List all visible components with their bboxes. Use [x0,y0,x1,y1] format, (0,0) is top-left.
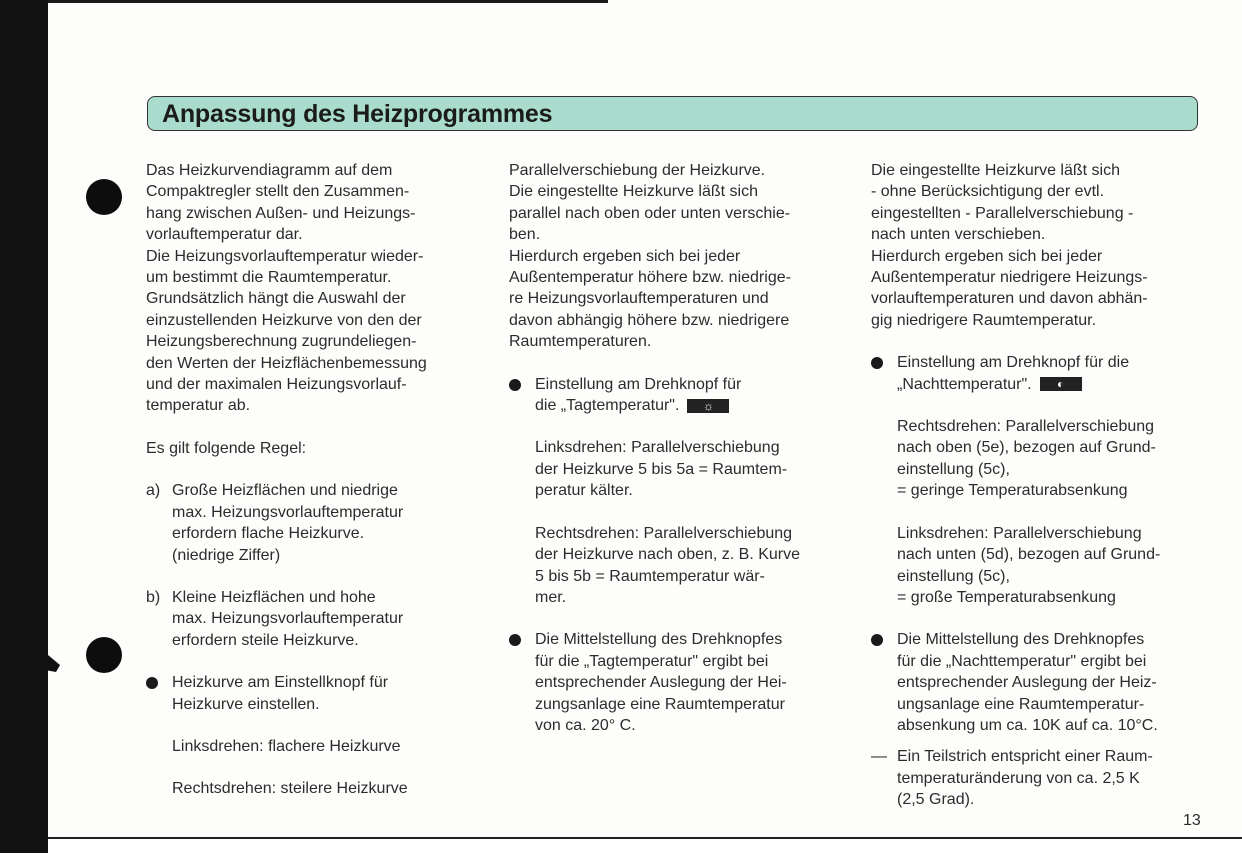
col3-intro-line: Die eingestellte Heizkurve läßt sich [871,162,1120,179]
rule-b [146,587,491,651]
rule-a-line: Große Heizflächen und niedrige [172,482,398,500]
rule-b-line: max. Heizungsvorlauftemperatur [172,610,404,628]
col1-intro-line: einzustellenden Heizkurve von den der [146,311,422,329]
bullet-line: von ca. 20° C. [535,716,636,734]
right-turn-line: = geringe Temperaturabsenkung [897,482,1128,500]
bullet-line: Heizkurve am Einstellknopf für [172,674,389,692]
col2-intro-line: re Heizungsvorlauftemperaturen und [509,290,769,308]
col1-intro-line: Die Heizungsvorlauftemperatur wieder- [146,247,424,265]
bullet-line: für die „Nachttemperatur" ergibt bei [897,652,1147,670]
right-turn-line: Rechtsdrehen: Parallelverschiebung [535,524,793,542]
dash-marker: — [871,748,887,766]
rule-heading: Es gilt folgende Regel: [146,439,307,457]
bullet-line: Die Mittelstellung des Drehknopfes [897,631,1145,649]
right-turn-line: einstellung (5c), [897,460,1010,478]
col1-intro-line: Compaktregler stellt den Zusammen- [146,183,410,201]
col2-intro-line: Raumtemperaturen. [509,333,652,351]
col1-intro-line: hang zwischen Außen- und Heizungs- [146,204,416,222]
heating-curve-bullet [146,672,491,715]
torn-edge-graphic [0,610,70,690]
col1-intro-line: und der maximalen Heizungsvorlauf- [146,376,407,394]
dash-line: (2,5 Grad). [897,791,975,809]
section-title-bar [147,96,1198,131]
col1-intro-line: um bestimmt die Raumtemperatur. [146,269,392,287]
col2-intro-line: Parallelverschiebung der Heizkurve. [509,162,766,179]
bullet-dot-icon [509,634,521,646]
right-turn-line: Rechtsdrehen: Parallelverschiebung [897,418,1155,436]
bullet-line: die „Tagtemperatur". [535,397,680,415]
col1-intro-line: Heizungsberechnung zugrundeliegen- [146,333,417,351]
bullet-line: Einstellung am Drehknopf für [535,375,742,393]
col2-intro-line: Die eingestellte Heizkurve läßt sich [509,183,758,201]
rule-a [146,480,491,566]
col2-intro-line: ben. [509,226,541,244]
col1-intro-line: den Werten der Heizflächenbemessung [146,354,427,372]
col2-intro-line: parallel nach oben oder unten verschie- [509,204,791,222]
left-turn-line: der Heizkurve 5 bis 5a = Raumtem- [535,460,788,478]
top-edge-line [48,0,608,3]
right-turn-line: 5 bis 5b = Raumtemperatur wär- [535,567,765,585]
col1-intro-line: vorlauftemperatur dar. [146,226,303,244]
bullet-dot-icon [146,677,158,689]
bullet-line: für die „Tagtemperatur" ergibt bei [535,652,769,670]
col1-intro-line: Grundsätzlich hängt die Auswahl der [146,290,406,308]
col2-intro-line: Außentemperatur höhere bzw. niedrige- [509,269,791,287]
left-turn-line: nach unten (5d), bezogen auf Grund- [897,546,1161,564]
page-number: 13 [1183,812,1201,829]
night-middle-position-bullet [871,629,1211,736]
column-3 [871,160,1211,811]
night-temperature-bullet [871,352,1211,395]
right-turn-text: Rechtsdrehen: steilere Heizkurve [172,780,408,798]
bullet-line: Heizkurve einstellen. [172,695,320,713]
rule-a-marker: a) [146,482,161,500]
rule-a-line: max. Heizungsvorlauftemperatur [172,503,404,521]
punch-hole-top [86,179,122,215]
col2-intro-line: Hierdurch ergeben sich bei jeder [509,247,741,265]
bullet-dot-icon [871,634,883,646]
left-turn-line: Linksdrehen: Parallelverschiebung [897,524,1142,542]
bottom-edge-line [48,837,1242,855]
col2-intro-line: davon abhängig höhere bzw. niedrigere [509,311,790,329]
left-turn-line: einstellung (5c), [897,567,1010,585]
tick-mark-note [871,746,1211,810]
left-turn-text: Linksdrehen: flachere Heizkurve [172,737,401,755]
sun-icon: ☼ [687,399,729,413]
dash-line: Ein Teilstrich entspricht einer Raum- [897,748,1153,766]
bullet-line: Einstellung am Drehknopf für die [897,354,1130,372]
bullet-dot-icon [871,357,883,369]
col1-intro-line: Das Heizkurvendiagramm auf dem [146,162,393,179]
bullet-line: ungsanlage eine Raumtemperatur- [897,695,1145,713]
column-2 [509,160,849,736]
bullet-line: Die Mittelstellung des Drehknopfes [535,631,783,649]
col3-intro-line: Hierdurch ergeben sich bei jeder [871,247,1103,265]
bullet-line: „Nachttemperatur". [897,375,1032,393]
left-turn-line: = große Temperaturabsenkung [897,588,1116,606]
left-turn-line: Linksdrehen: Parallelverschiebung [535,439,780,457]
bullet-line: zungsanlage eine Raumtemperatur [535,695,785,713]
rule-a-line: erfordern flache Heizkurve. [172,525,365,543]
left-turn-line: peratur kälter. [535,482,633,500]
dash-line: temperaturänderung von ca. 2,5 K [897,769,1140,787]
rule-a-line: (niedrige Ziffer) [172,546,281,564]
rule-b-marker: b) [146,588,161,606]
right-turn-line: nach oben (5e), bezogen auf Grund- [897,439,1156,457]
col3-intro-line: gig niedrigere Raumtemperatur. [871,311,1097,329]
page-binding-edge [0,0,48,853]
col1-intro-line: temperatur ab. [146,397,251,415]
col3-intro-line: eingestellten - Parallelverschiebung - [871,204,1134,222]
day-middle-position-bullet [509,629,849,736]
punch-hole-bottom [86,637,122,673]
moon-icon: ◐ [1040,377,1082,391]
rule-b-line: Kleine Heizflächen und hohe [172,588,376,606]
col3-intro-line: Außentemperatur niedrigere Heizungs- [871,269,1148,287]
bullet-line: entsprechender Auslegung der Hei- [535,674,787,692]
right-turn-line: mer. [535,588,567,606]
col3-intro-line: - ohne Berücksichtigung der evtl. [871,183,1105,201]
bullet-dot-icon [509,379,521,391]
section-title: Anpassung des Heizprogrammes [162,100,553,128]
col3-intro-line: vorlauftemperaturen und davon abhän- [871,290,1148,308]
day-temperature-bullet [509,374,849,417]
column-1 [146,160,491,800]
right-turn-line: der Heizkurve nach oben, z. B. Kurve [535,546,801,564]
bullet-line: absenkung um ca. 10K auf ca. 10°C. [897,716,1158,734]
bullet-line: entsprechender Auslegung der Heiz- [897,674,1157,692]
rule-b-line: erfordern steile Heizkurve. [172,631,359,649]
col3-intro-line: nach unten verschieben. [871,226,1046,244]
